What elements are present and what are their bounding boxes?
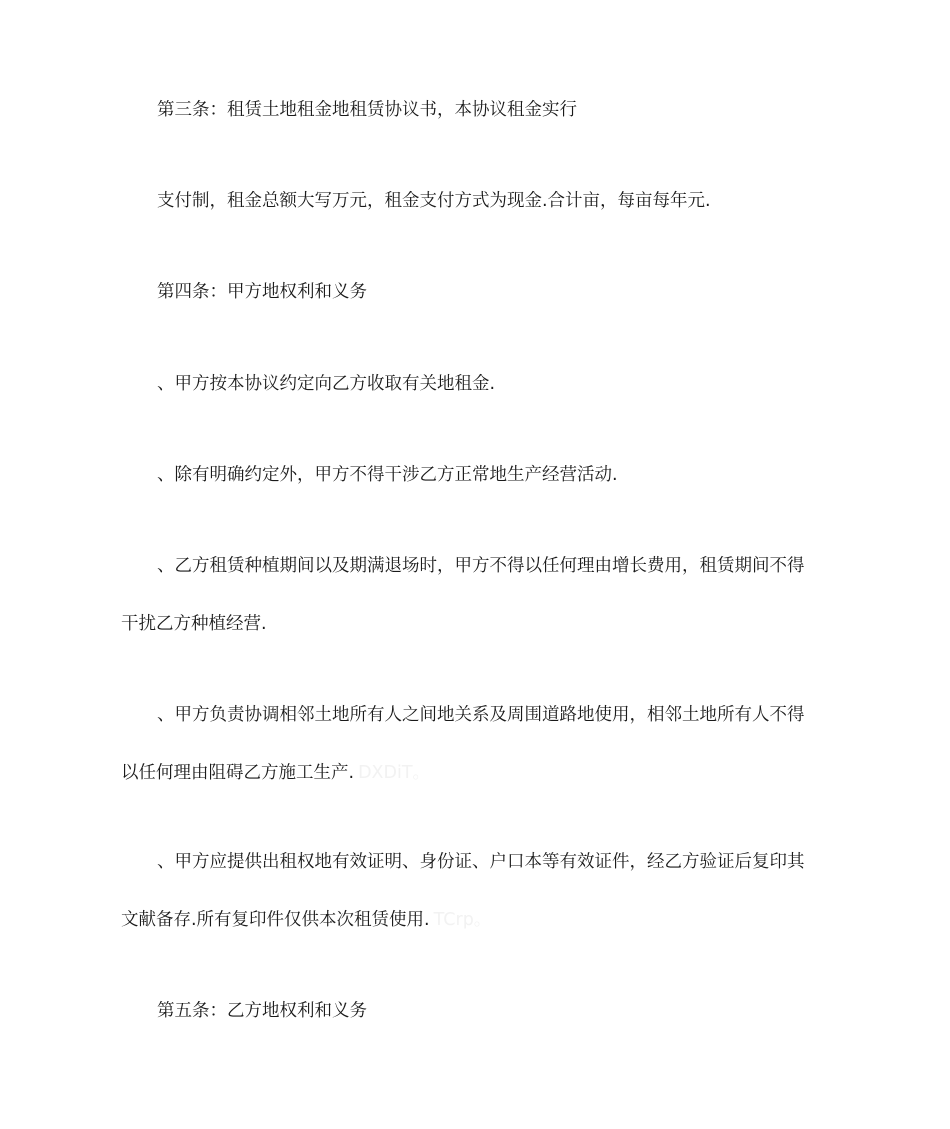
- watermark-fragment: DXDiT。: [358, 763, 431, 783]
- paragraph-item-coordinate: 、甲方负责协调相邻土地所有人之间地关系及周围道路地使用，相邻土地所有人不得: [157, 705, 805, 725]
- paragraph-text: 以任何理由阻碍乙方施工生产.: [121, 763, 355, 783]
- paragraph-item-no-fees-cont: 干扰乙方种植经营.: [121, 614, 267, 634]
- paragraph-article-5: 第五条：乙方地权利和义务: [157, 1001, 367, 1021]
- paragraph-article-4: 第四条：甲方地权利和义务: [157, 282, 367, 302]
- paragraph-item-documents: 、甲方应提供出租权地有效证明、身份证、户口本等有效证件，经乙方验证后复印其: [157, 852, 805, 872]
- paragraph-payment: 支付制，租金总额大写万元，租金支付方式为现金.合计亩，每亩每年元.: [157, 191, 711, 211]
- paragraph-text: 文献备存.所有复印件仅供本次租赁使用.: [121, 910, 430, 930]
- paragraph-article-3: 第三条：租赁土地租金地租赁协议书，本协议租金实行: [157, 100, 577, 120]
- paragraph-item-coordinate-cont: [121, 761, 841, 785]
- watermark-fragment: TCrp。: [433, 910, 492, 930]
- paragraph-item-no-interference: 、除有明确约定外，甲方不得干涉乙方正常地生产经营活动.: [157, 465, 618, 485]
- paragraph-item-rent: 、甲方按本协议约定向乙方收取有关地租金.: [157, 374, 496, 394]
- paragraph-item-documents-cont: [121, 908, 841, 932]
- paragraph-item-no-fees: 、乙方租赁种植期间以及期满退场时，甲方不得以任何理由增长费用，租赁期间不得: [157, 556, 805, 576]
